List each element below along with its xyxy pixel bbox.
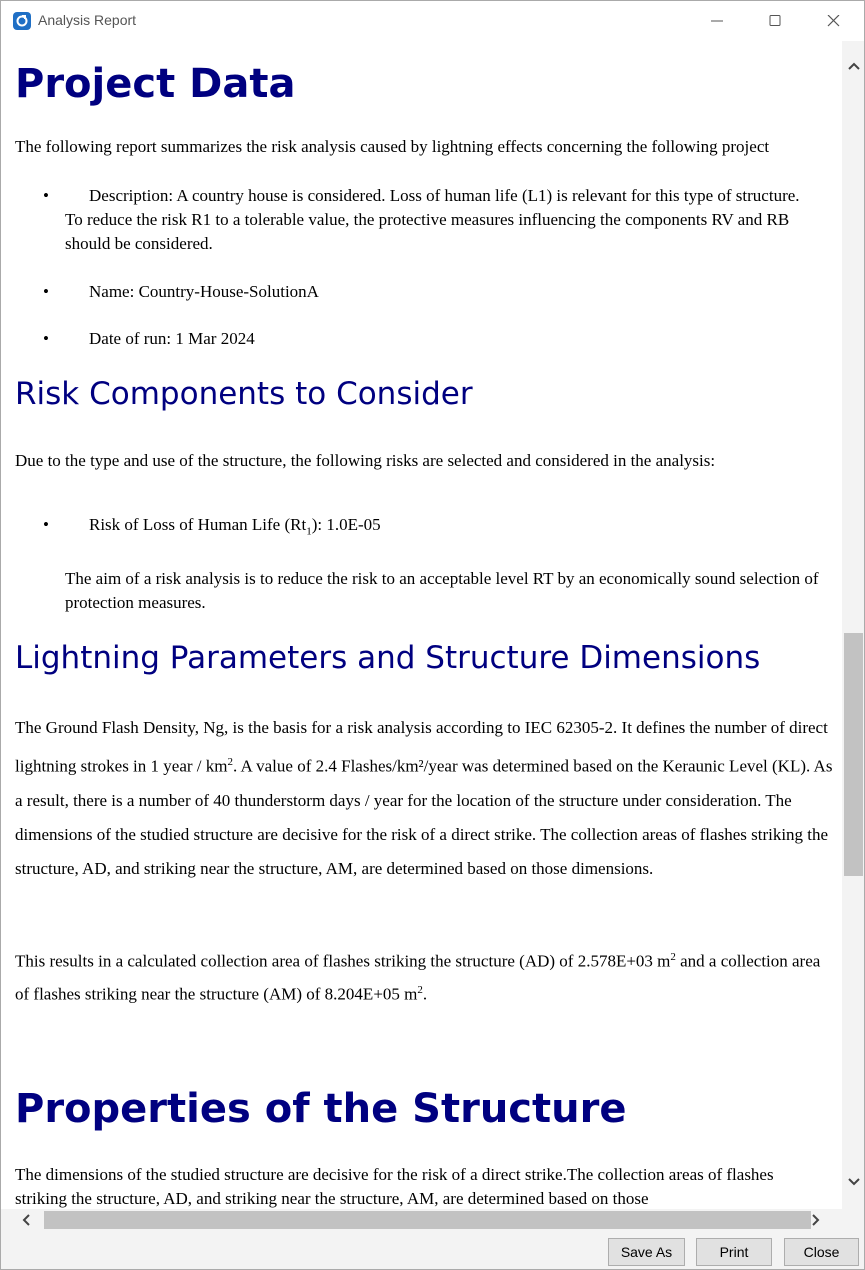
scroll-down-icon[interactable] <box>847 1177 861 1187</box>
lightning-text-1: The Ground Flash Density, Ng, is the basis for a risk analysis according to IEC 62305-2. It defines the number of direct lightning strokes in 1 year / km <box>15 718 828 776</box>
list-item-description <box>15 184 801 256</box>
app-logo-icon <box>13 12 31 30</box>
close-window-button[interactable] <box>804 1 862 41</box>
heading-lightning-parameters: Lightning Parameters and Structure Dimensions <box>15 640 761 676</box>
close-icon <box>826 15 840 27</box>
risk-paragraph: Due to the type and use of the structure, the following risks are selected and considered in the analysis: <box>15 451 716 470</box>
properties-paragraph: The dimensions of the studied structure are decisive for the risk of a direct strike.The collection areas of flashes striking the structure, AD, and striking near the structure, AM, are determined based on those <box>15 1165 774 1208</box>
risk-item-label: Risk of Loss of Human Life (Rt <box>89 515 307 534</box>
risk-item-subscript: 1 <box>306 525 312 538</box>
title-bar[interactable] <box>1 1 864 41</box>
result-superscript-2: 2 <box>417 983 423 996</box>
horizontal-scroll-thumb[interactable] <box>44 1211 811 1229</box>
risk-item-value: ): 1.0E-05 <box>311 515 381 534</box>
lightning-superscript: 2 <box>227 756 233 768</box>
scroll-up-icon[interactable] <box>847 61 861 71</box>
bullet-description-text: Description: A country house is considered. Loss of human life (L1) is relevant for this type of structure. To reduce the risk R1 to a tolerable value, the protective measures influencing the components RV and RB should be considered. <box>65 186 800 253</box>
bullet-name-text: Name: Country-House-SolutionA <box>89 282 319 301</box>
vertical-scroll-thumb[interactable] <box>844 633 863 876</box>
vertical-scrollbar[interactable] <box>843 41 864 1209</box>
lightning-paragraph <box>15 711 837 886</box>
horizontal-scrollbar[interactable] <box>1 1209 842 1231</box>
intro-paragraph: The following report summarizes the risk analysis caused by lightning effects concerning the following project <box>15 137 770 156</box>
list-item-risk-loss-life <box>15 513 825 543</box>
minimize-button[interactable] <box>688 1 746 41</box>
scroll-left-icon[interactable] <box>21 1213 31 1227</box>
report-content-viewer[interactable] <box>1 41 842 1209</box>
heading-risk-components: Risk Components to Consider <box>15 376 473 412</box>
close-button[interactable]: Close <box>784 1238 859 1266</box>
minimize-icon <box>710 15 724 27</box>
window-title: Analysis Report <box>38 12 137 28</box>
save-as-button[interactable]: Save As <box>608 1238 685 1266</box>
maximize-button[interactable] <box>746 1 804 41</box>
bullet-date-text: Date of run: 1 Mar 2024 <box>89 329 255 348</box>
scroll-right-icon[interactable] <box>811 1213 821 1227</box>
list-item-name <box>15 280 825 304</box>
result-paragraph <box>15 943 830 1008</box>
aim-paragraph: The aim of a risk analysis is to reduce the risk to an acceptable level RT by an economically sound selection of protection measures. <box>65 569 819 612</box>
maximize-icon <box>768 15 782 27</box>
result-text-1: This results in a calculated collection area of flashes striking the structure (AD) of 2.578E+03 m <box>15 951 671 971</box>
result-text-2: and a collection area of flashes striking near the structure (AM) of 8.204E+05 m <box>15 951 821 1004</box>
result-text-3: . <box>422 984 428 1004</box>
heading-properties-structure: Properties of the Structure <box>15 1086 627 1132</box>
lightning-text-2: . A value of 2.4 Flashes/km²/year was determined based on the Keraunic Level (KL). As a result, there is a number of 40 thunderstorm days / year for the location of the structure under consideration. The dimensions of the studied structure are decisive for the risk of a direct strike. The collection areas of flashes striking the structure, AD, and striking near the structure, AM, are determined based on those dimensions. <box>15 756 833 878</box>
result-superscript-1: 2 <box>670 951 676 963</box>
list-item-date <box>15 327 825 351</box>
heading-project-data: Project Data <box>15 61 296 107</box>
print-button[interactable]: Print <box>696 1238 772 1266</box>
